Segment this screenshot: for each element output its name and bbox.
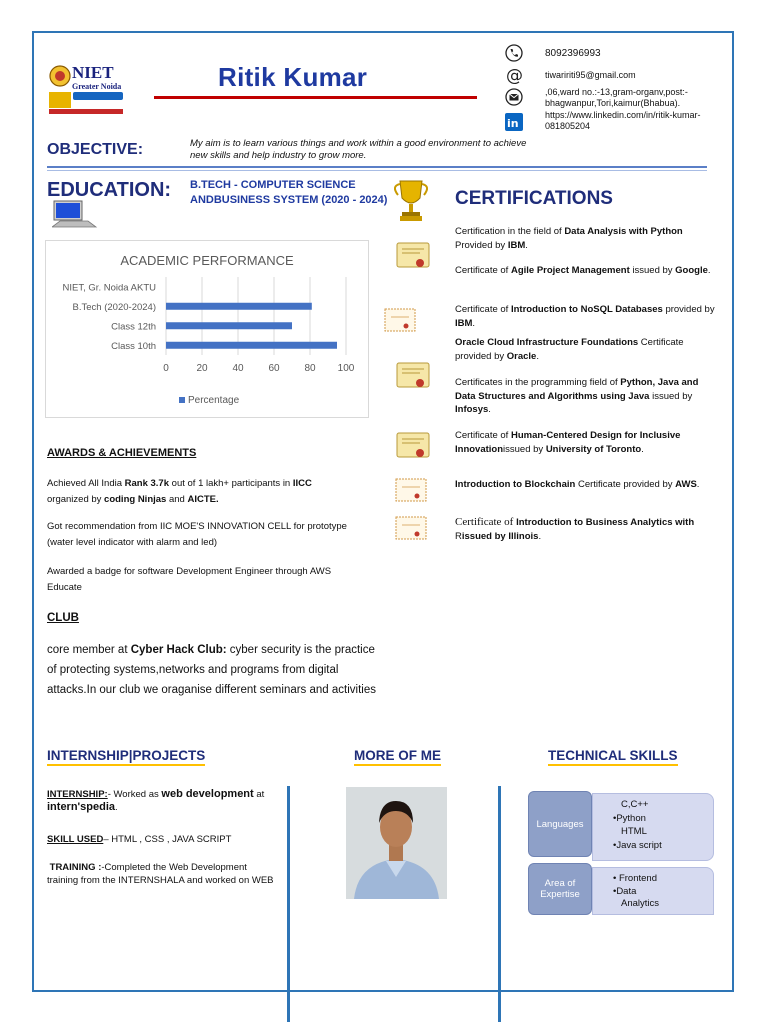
skill-used: SKILL USED– HTML , CSS , JAVA SCRIPT <box>47 834 232 845</box>
column-divider <box>498 786 501 1022</box>
computer-icon <box>52 200 98 230</box>
certification-item: Introduction to Blockchain Certificate provided by AWS. <box>455 479 700 490</box>
certification-item: Oracle Cloud Infrastructure Foundations Certificate provided by Oracle. <box>455 337 684 362</box>
email-address: tiwaririti95@gmail.com <box>545 70 636 80</box>
certification-item: Certificate of Agile Project Management issued by Google. <box>455 265 711 276</box>
certification-item: Certificate of Introduction to NoSQL Databases provided by IBM. <box>455 304 715 329</box>
certification-item: Certificates in the programming field of Python, Java and Data Structures and Algorithms using Java issued by Infosys. <box>455 377 699 415</box>
internship-heading: INTERNSHIP|PROJECTS <box>47 748 205 766</box>
trophy-icon <box>390 178 432 224</box>
chart-title: ACADEMIC PERFORMANCE <box>120 253 294 268</box>
phone-icon <box>505 44 523 62</box>
training-entry: TRAINING :-Completed the Web Development training from the INTERNSHALA and worked on WEB <box>47 862 274 886</box>
bar <box>166 303 312 310</box>
name-underline <box>154 96 477 99</box>
certifications-heading: CERTIFICATIONS <box>455 188 613 209</box>
x-tick-label: 40 <box>232 363 244 374</box>
certificate-icon <box>396 241 430 273</box>
award-recommendation: Got recommendation from IIC MOE'S INNOVATION CELL for prototype (water level indicator with alarm and led) <box>47 521 347 548</box>
phone-number: 8092396993 <box>545 48 601 59</box>
linkedin-icon <box>505 113 523 131</box>
x-tick-label: 100 <box>337 363 355 374</box>
academic-performance-chart <box>45 240 369 418</box>
chart-svg <box>46 241 368 417</box>
award-rank: Achieved All India Rank 3.7k out of 1 lakh+ participants in IICC organized by coding Ninjas and AICTE. <box>47 478 312 505</box>
certification-item: Certificate of Introduction to Business Analytics with Rissued by Illinois. <box>455 516 695 542</box>
bar <box>166 322 292 329</box>
legend-swatch <box>179 397 185 403</box>
objective-heading: OBJECTIVE: <box>47 141 144 158</box>
more-of-me-heading: MORE OF ME <box>354 748 441 766</box>
column-divider <box>287 786 290 1022</box>
category-label: NIET, Gr. Noida AKTU <box>62 282 156 294</box>
club-text: core member at Cyber Hack Club: cyber security is the practice of protecting systems,networks and programs from digital attacks.In our club we oraganise different seminars and activities <box>47 644 376 696</box>
divider <box>47 166 707 168</box>
candidate-name: Ritik Kumar <box>218 62 368 92</box>
divider-thin <box>47 170 707 171</box>
skill-list-expertise: • Frontend •Data Analytics <box>592 867 714 915</box>
objective-text: My aim is to learn various things and work within a good environment to achieve new skills and help industry to grow more. <box>190 138 527 161</box>
certificate-icon <box>396 431 430 463</box>
diploma-icon <box>384 308 416 332</box>
club-heading: CLUB <box>47 612 79 624</box>
niet-logo <box>46 58 126 120</box>
logo-line1: NIET <box>72 63 114 82</box>
awards-heading: AWARDS & ACHIEVEMENTS <box>47 447 197 459</box>
bar <box>166 342 337 349</box>
skill-category-languages: Languages <box>528 791 592 857</box>
certification-item: Certificate of Human-Centered Design for Inclusive Innovationissued by University of Toronto. <box>455 430 681 455</box>
x-tick-label: 20 <box>196 363 208 374</box>
technical-skills-heading: TECHNICAL SKILLS <box>548 748 678 766</box>
education-heading: EDUCATION: <box>47 179 172 201</box>
category-label: Class 10th <box>111 340 156 352</box>
svg-text:@: @ <box>506 66 523 84</box>
x-tick-label: 60 <box>268 363 280 374</box>
x-tick-label: 80 <box>304 363 316 374</box>
envelope-icon <box>505 88 523 106</box>
category-label: B.Tech (2020-2024) <box>72 301 156 313</box>
x-tick-label: 0 <box>163 363 169 374</box>
profile-photo <box>346 787 447 899</box>
certificate-icon <box>396 361 430 393</box>
category-label: Class 12th <box>111 321 156 333</box>
linkedin-url[interactable]: https://www.linkedin.com/in/ritik-kumar-081805204 <box>545 110 701 131</box>
internship-entry: INTERNSHIP:- Worked as web development at intern'spedia. <box>47 788 265 813</box>
skill-category-expertise: Area of Expertise <box>528 863 592 915</box>
at-sign-icon <box>505 66 523 84</box>
diploma-icon <box>395 478 427 502</box>
award-badge: Awarded a badge for software Development Engineer through AWS Educate <box>47 566 332 593</box>
legend-label: Percentage <box>188 395 240 406</box>
skill-list-languages: C,C++ •Python HTML •Java script <box>592 793 714 861</box>
svg-text:in: in <box>507 117 519 130</box>
certification-item: Certification in the field of Data Analysis with Python Provided by IBM. <box>455 226 683 251</box>
diploma-icon <box>395 516 427 540</box>
logo-line2: Greater Noida <box>72 82 122 91</box>
education-degree: B.TECH - COMPUTER SCIENCE ANDBUSINESS SYSTEM (2020 - 2024) <box>190 179 388 206</box>
home-address: ,06,ward no.:-13,gram-organv,post:-bhagwanpur,Tori,kaimur(Bhabua). <box>545 87 688 108</box>
